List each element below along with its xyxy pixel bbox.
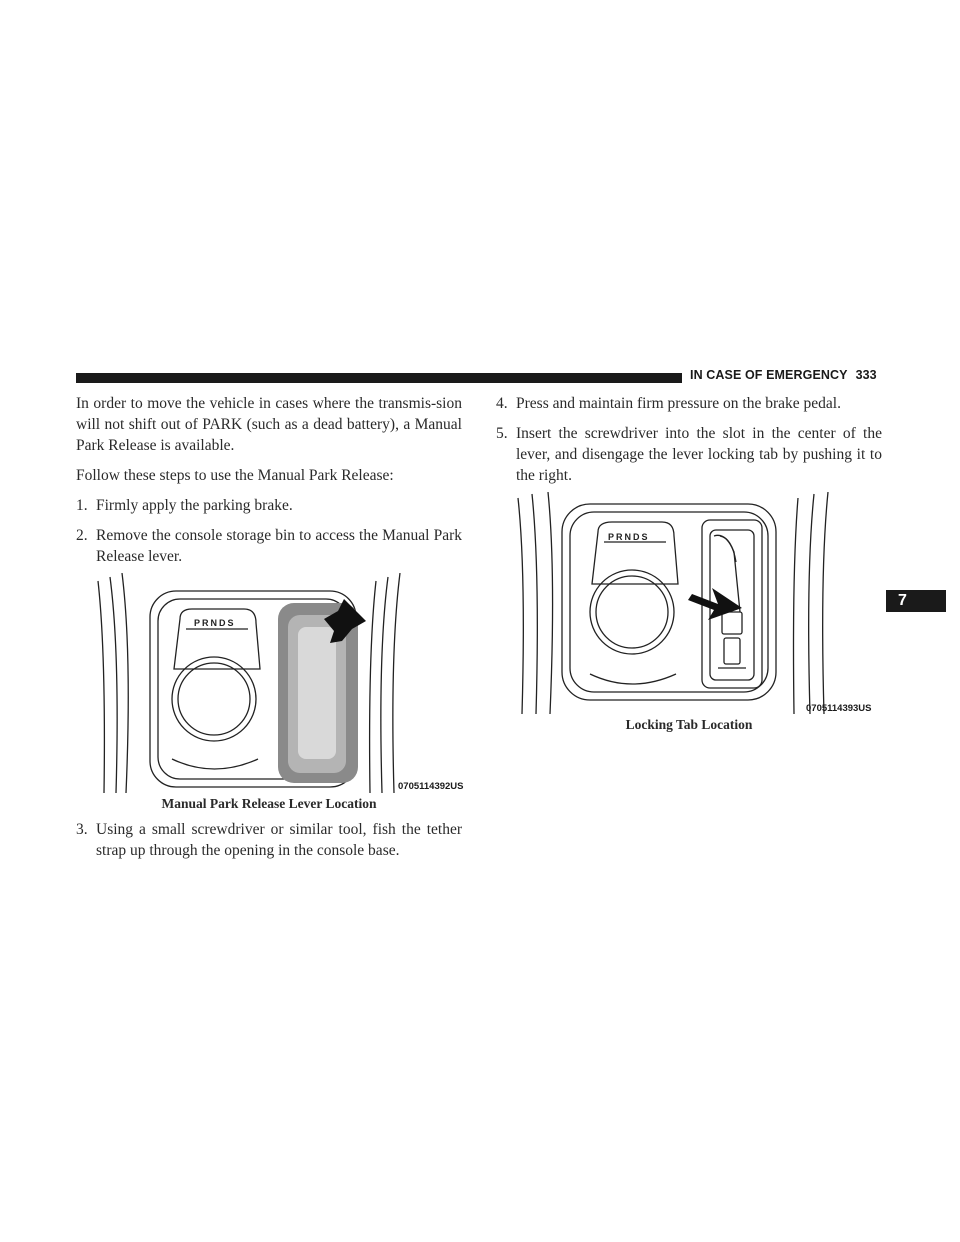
shifter-letters: PRNDS	[194, 618, 236, 628]
figure-code: 0705114393US	[806, 703, 872, 714]
step-text: Press and maintain firm pressure on the brake pedal.	[516, 395, 841, 412]
follow-paragraph: Follow these steps to use the Manual Park Release:	[76, 467, 394, 484]
step-4	[496, 393, 882, 414]
right-column	[496, 393, 882, 740]
chapter-number: 7	[898, 592, 907, 609]
header-rule	[76, 373, 682, 383]
release-lever	[298, 627, 336, 759]
console-illustration-2	[496, 492, 882, 714]
chapter-tab[interactable]	[886, 590, 946, 612]
intro-paragraph: In order to move the vehicle in cases where the transmis-sion will not shift out of PARK (such as a dead battery), a Manual Park Release is available.	[76, 395, 462, 454]
figure-locking-tab	[496, 492, 882, 714]
step-text: Using a small screwdriver or similar tool, fish the tether strap up through the opening in the console base.	[96, 821, 462, 859]
page-number: 333	[855, 368, 877, 382]
console-illustration-1	[76, 573, 462, 793]
step-number: 4.	[496, 395, 508, 412]
step-2	[76, 525, 462, 567]
step-number: 3.	[76, 821, 88, 838]
step-number: 2.	[76, 527, 88, 544]
step-number: 1.	[76, 497, 88, 514]
step-text: Remove the console storage bin to access the Manual Park Release lever.	[96, 527, 462, 565]
left-column	[76, 393, 462, 861]
figure-caption: Manual Park Release Lever Location	[161, 796, 377, 811]
step-3	[76, 819, 462, 861]
step-text: Firmly apply the parking brake.	[96, 497, 293, 514]
arrow-icon	[688, 588, 742, 620]
figure-code: 0705114392US	[398, 781, 464, 792]
step-number: 5.	[496, 425, 508, 442]
step-5	[496, 423, 882, 486]
step-text: Insert the screwdriver into the slot in the center of the lever, and disengage the lever locking tab by pushing it to the right.	[516, 425, 882, 484]
figure-caption: Locking Tab Location	[625, 717, 753, 732]
step-1	[76, 495, 462, 516]
figure-manual-park-release	[76, 573, 462, 793]
section-title: IN CASE OF EMERGENCY	[690, 368, 848, 382]
shifter-letters: PRNDS	[608, 532, 650, 542]
running-header	[690, 368, 877, 382]
